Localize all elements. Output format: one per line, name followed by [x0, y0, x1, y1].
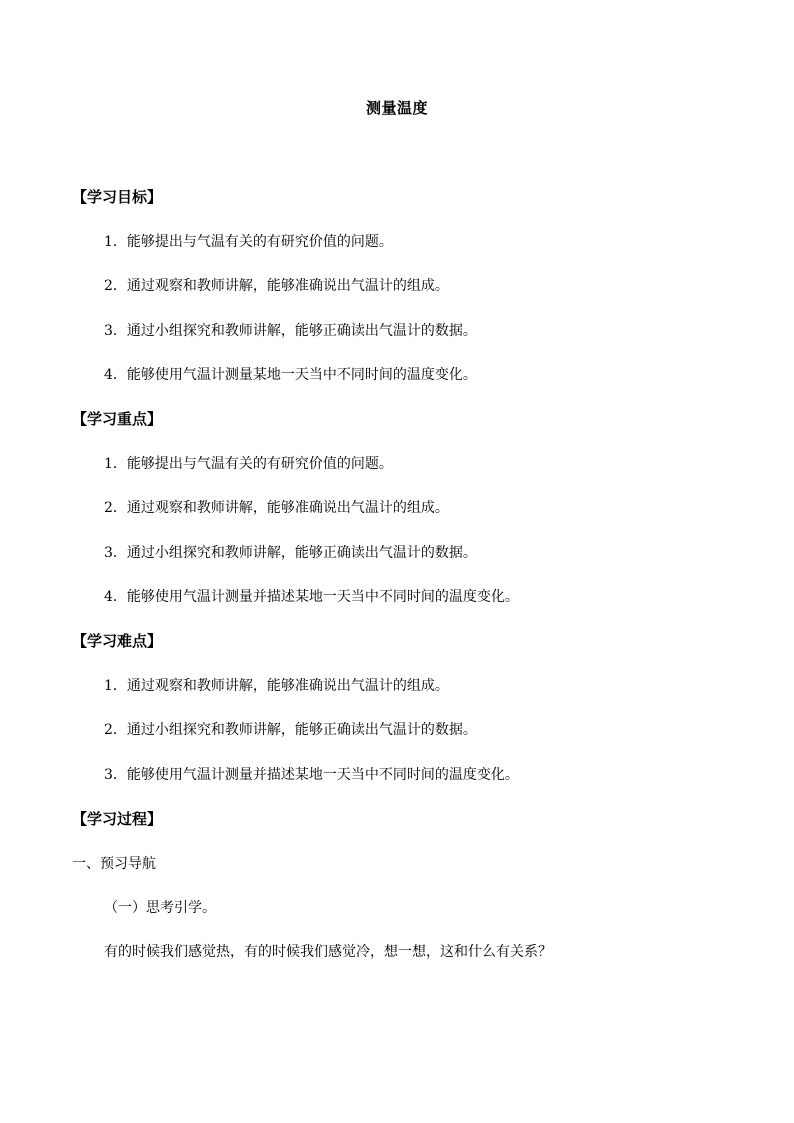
difficulty-item: 2．通过小组探究和教师讲解，能够正确读出气温计的数据。: [104, 722, 477, 738]
process-part-heading: 一、预习导航: [72, 856, 156, 872]
key-point-item: 4．能够使用气温计测量并描述某地一天当中不同时间的温度变化。: [104, 589, 519, 605]
section-heading-difficulties: 【学习难点】: [72, 632, 163, 650]
objective-item: 4．能够使用气温计测量某地一天当中不同时间的温度变化。: [104, 367, 477, 383]
objective-item: 1．能够提出与气温有关的有研究价值的问题。: [104, 234, 393, 250]
section-heading-process: 【学习过程】: [72, 810, 163, 828]
difficulty-item: 3．能够使用气温计测量并描述某地一天当中不同时间的温度变化。: [104, 767, 519, 783]
objective-item: 3．通过小组探究和教师讲解，能够正确读出气温计的数据。: [104, 323, 477, 339]
key-point-item: 2．通过观察和教师讲解，能够准确说出气温计的组成。: [104, 500, 449, 516]
process-subheading: （一）思考引学。: [104, 900, 216, 916]
section-heading-objectives: 【学习目标】: [72, 188, 163, 206]
section-heading-key-points: 【学习重点】: [72, 410, 163, 428]
key-point-item: 1．能够提出与气温有关的有研究价值的问题。: [104, 456, 393, 472]
page-title: 测量温度: [365, 99, 428, 117]
difficulty-item: 1．通过观察和教师讲解，能够准确说出气温计的组成。: [104, 678, 449, 694]
objective-item: 2．通过观察和教师讲解，能够准确说出气温计的组成。: [104, 278, 449, 294]
process-question: 有的时候我们感觉热，有的时候我们感觉冷，想一想，这和什么有关系？: [104, 944, 552, 960]
key-point-item: 3．通过小组探究和教师讲解，能够正确读出气温计的数据。: [104, 545, 477, 561]
